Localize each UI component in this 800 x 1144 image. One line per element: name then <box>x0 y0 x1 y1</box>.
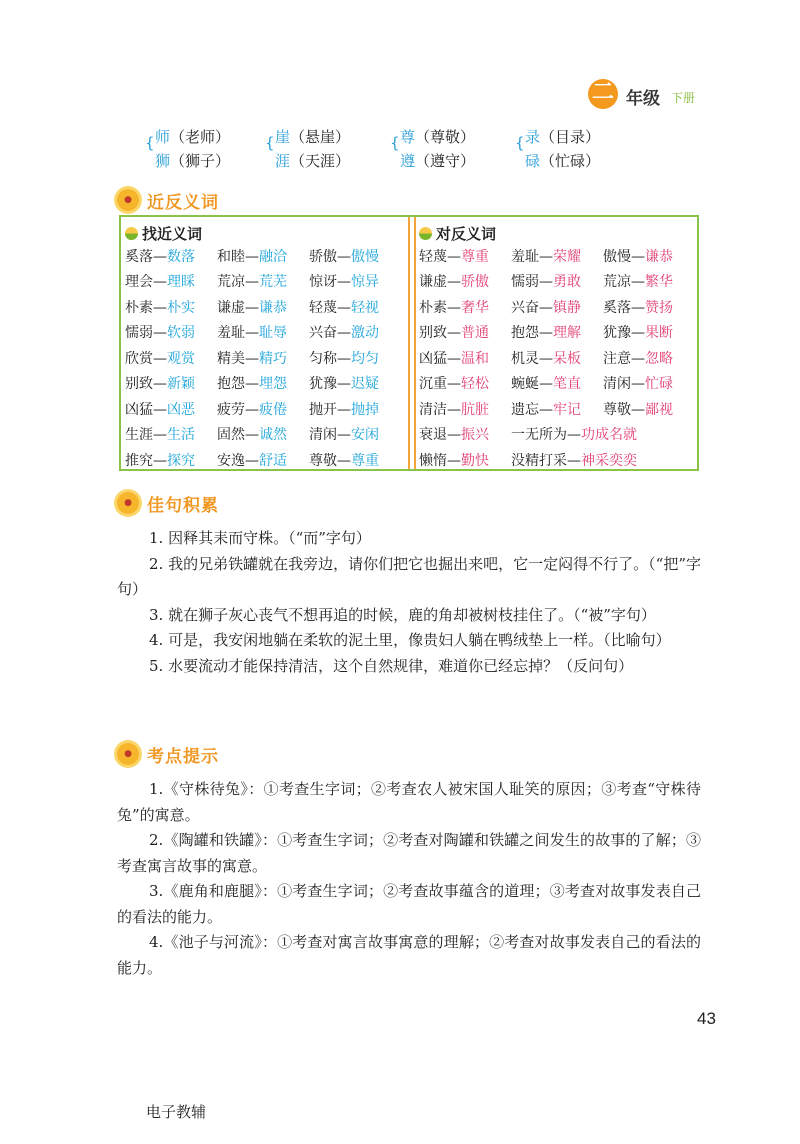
word-pair-row <box>419 243 711 269</box>
word-pair: 没精打采—神采奕奕 <box>511 452 637 469</box>
word-pair-row <box>419 422 711 448</box>
antonyms-pane <box>419 223 711 473</box>
word-pair: 懒惰—勤快 <box>419 452 489 469</box>
footer-label: 电子教辅 <box>146 1103 207 1121</box>
homophone-group: { 录（目录） 碌（忙碌） <box>515 128 601 170</box>
word-pair: 骄傲—傲慢 <box>309 248 379 265</box>
word-pair: 朴素—奢华 <box>419 299 489 316</box>
word-pair: 轻蔑—轻视 <box>309 299 379 316</box>
word-pair: 理会—理睬 <box>125 274 195 291</box>
word-pair: 轻蔑—尊重 <box>419 248 489 265</box>
word-pair: 羞耻—耻辱 <box>217 325 287 342</box>
word-pair: 凶猛—温和 <box>419 350 489 367</box>
word-pair: 蜿蜒—笔直 <box>511 376 581 393</box>
word-pair: 奚落—数落 <box>125 248 195 265</box>
homophone-group: { 尊（尊敬） 遵（遵守） <box>390 128 476 170</box>
sentence-item: 4. 可是，我安闲地躺在柔软的泥土里，像贵妇人躺在鸭绒垫上一样。（比喻句） <box>149 631 671 649</box>
word-pair-row <box>419 396 711 422</box>
synonym-antonym-table <box>119 215 699 471</box>
word-pair: 一无所为—功成名就 <box>511 427 637 444</box>
word-pair: 兴奋—激动 <box>309 325 379 342</box>
homophone-group: { 师（老师） 狮（狮子） <box>145 128 231 170</box>
word-pair-row <box>125 371 401 397</box>
word-pair: 兴奋—镇静 <box>511 299 581 316</box>
table-divider <box>408 217 416 469</box>
word-pair-row <box>125 447 401 473</box>
word-pair: 荒凉—荒芜 <box>217 274 287 291</box>
word-pair-row <box>419 320 711 346</box>
grade-label: 年级 <box>626 89 660 109</box>
word-pair: 抛开—抛掉 <box>309 401 379 418</box>
word-pair-row <box>419 345 711 371</box>
word-pair: 固然—诚然 <box>217 427 287 444</box>
word-pair: 推究—探究 <box>125 452 195 469</box>
word-pair: 沉重—轻松 <box>419 376 489 393</box>
word-pair-row <box>125 320 401 346</box>
word-pair: 谦虚—谦恭 <box>217 299 287 316</box>
sentence-item: 1. 因释其耒而守株。（“而”字句） <box>149 529 371 547</box>
homophone-group: { 崖（悬崖） 涯（天涯） <box>265 128 351 170</box>
exam-point-list <box>117 777 701 981</box>
exam-point-item: 3.《鹿角和鹿腿》：①考查生字词；②考查故事蕴含的道理；③考查对故事发表自己的看法的能力。 <box>117 882 701 926</box>
section-heading-exam-points: ● 考点提示 <box>117 741 219 767</box>
word-pair: 抱怨—埋怨 <box>217 376 287 393</box>
page-number: 43 <box>697 1009 716 1028</box>
word-pair: 羞耻—荣耀 <box>511 248 581 265</box>
word-pair: 傲慢—谦恭 <box>603 248 673 265</box>
volume-label: 下册 <box>671 91 696 105</box>
word-pair: 疲劳—疲倦 <box>217 401 287 418</box>
section-heading-synonyms-antonyms: ● 近反义词 <box>117 187 219 213</box>
grade-badge: 二 <box>588 79 618 109</box>
word-pair: 荒凉—繁华 <box>603 274 673 291</box>
word-pair: 别致—普通 <box>419 325 489 342</box>
word-pair-row <box>419 371 711 397</box>
word-pair-row <box>125 396 401 422</box>
word-pair: 谦虚—骄傲 <box>419 274 489 291</box>
bullet-icon <box>125 227 138 240</box>
sentence-item: 2. 我的兄弟铁罐就在我旁边，请你们把它也掘出来吧，它一定闷得不行了。（“把”字句） <box>117 554 701 598</box>
sun-icon: ● <box>117 189 139 211</box>
word-pair: 注意—忽略 <box>603 350 673 367</box>
word-pair: 精美—精巧 <box>217 350 287 367</box>
bullet-icon <box>419 227 432 240</box>
word-pair: 犹豫—迟疑 <box>309 376 379 393</box>
word-pair: 生涯—生活 <box>125 427 195 444</box>
sun-icon: ● <box>117 492 139 514</box>
word-pair: 奚落—赞扬 <box>603 299 673 316</box>
sentence-list <box>117 526 701 679</box>
word-pair: 朴素—朴实 <box>125 299 195 316</box>
word-pair: 尊敬—尊重 <box>309 452 379 469</box>
word-pair: 衰退—振兴 <box>419 427 489 444</box>
exam-point-item: 2.《陶罐和铁罐》：①考查生字词；②考查对陶罐和铁罐之间发生的故事的了解；③考查寓言故事的寓意。 <box>117 831 701 875</box>
word-pair: 懦弱—软弱 <box>125 325 195 342</box>
word-pair: 遗忘—牢记 <box>511 401 581 418</box>
word-pair-row <box>419 294 711 320</box>
word-pair: 机灵—呆板 <box>511 350 581 367</box>
word-pair-row <box>419 447 711 473</box>
antonyms-title: 对反义词 <box>419 223 711 243</box>
word-pair: 欣赏—观赏 <box>125 350 195 367</box>
word-pair-row <box>125 269 401 295</box>
sentence-item: 3. 就在狮子灰心丧气不想再追的时候，鹿的角却被树枝挂住了。（“被”字句） <box>149 605 656 624</box>
word-pair-row <box>125 243 401 269</box>
section-heading-sentences: ● 佳句积累 <box>117 490 219 516</box>
word-pair: 懦弱—勇敢 <box>511 274 581 291</box>
word-pair-row <box>419 269 711 295</box>
synonyms-pane <box>125 223 401 473</box>
word-pair: 安逸—舒适 <box>217 452 287 469</box>
word-pair: 匀称—均匀 <box>309 350 379 367</box>
word-pair: 惊讶—惊异 <box>309 274 379 291</box>
word-pair: 抱怨—理解 <box>511 325 581 342</box>
word-pair-row <box>125 294 401 320</box>
word-pair: 清洁—肮脏 <box>419 401 489 418</box>
word-pair-row <box>125 345 401 371</box>
word-pair: 清闲—安闲 <box>309 427 379 444</box>
word-pair: 犹豫—果断 <box>603 325 673 342</box>
word-pair: 凶猛—凶恶 <box>125 401 195 418</box>
exam-point-item: 4.《池子与河流》：①考查对寓言故事寓意的理解；②考查对故事发表自己的看法的能力。 <box>117 933 701 977</box>
word-pair: 清闲—忙碌 <box>603 376 673 393</box>
word-pair-row <box>125 422 401 448</box>
sun-icon: ● <box>117 743 139 765</box>
exam-point-item: 1.《守株待兔》：①考查生字词；②考查农人被宋国人耻笑的原因；③考查“守株待兔”的寓意。 <box>117 780 701 824</box>
sentence-item: 5. 水要流动才能保持清洁，这个自然规律，难道你已经忘掉？（反问句） <box>149 656 634 675</box>
synonyms-title: 找近义词 <box>125 223 401 243</box>
word-pair: 别致—新颖 <box>125 376 195 393</box>
word-pair: 和睦—融洽 <box>217 248 287 265</box>
word-pair: 尊敬—鄙视 <box>603 401 673 418</box>
